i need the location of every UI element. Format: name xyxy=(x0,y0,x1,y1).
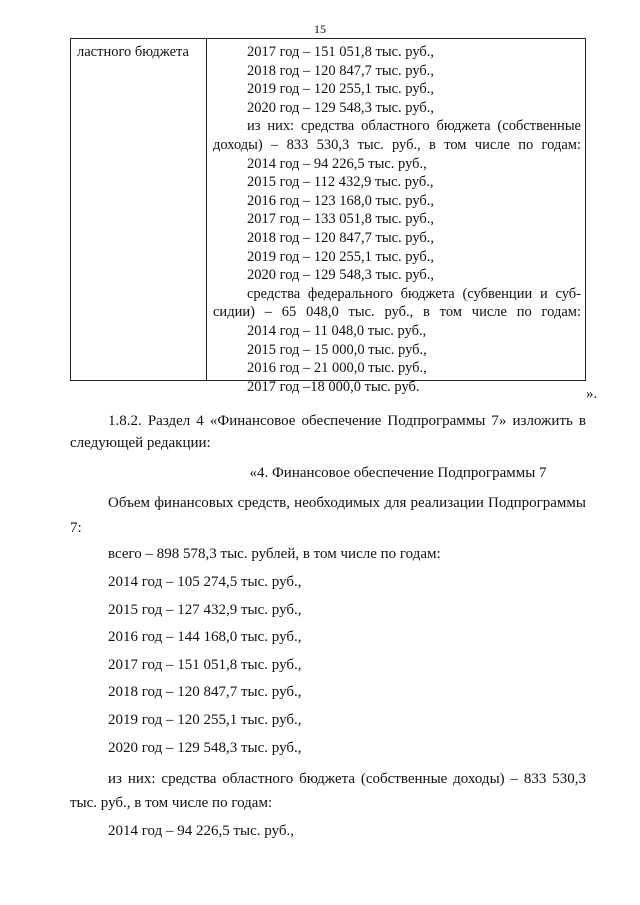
table-line: 2019 год – 120 255,1 тыс. руб., xyxy=(247,81,435,98)
table-right-cell xyxy=(213,43,581,396)
budget-table xyxy=(70,38,586,395)
table-line: 2014 год – 11 048,0 тыс. руб., xyxy=(247,322,427,339)
year-line: 2014 год – 105 274,5 тыс. руб., xyxy=(108,574,302,590)
table-line: 2020 год – 129 548,3 тыс. руб., xyxy=(247,99,435,116)
table-line: 2017 год –18 000,0 тыс. руб. xyxy=(247,378,420,395)
table-line: сидии) – 65 048,0 тыс. руб., в том числе по годам: xyxy=(213,304,581,321)
table-line: 2017 год – 151 051,8 тыс. руб., xyxy=(247,44,435,60)
year-line: 2016 год – 144 168,0 тыс. руб., xyxy=(108,629,302,645)
total-line: всего – 898 578,3 тыс. рублей, в том числе по годам: xyxy=(108,546,441,562)
table-line: 2015 год – 15 000,0 тыс. руб., xyxy=(247,341,427,358)
year-line: 2018 год – 120 847,7 тыс. руб., xyxy=(108,684,302,700)
table-left-cell: ластного бюджета xyxy=(77,44,189,60)
table-line: из них: средства областного бюджета (собственные xyxy=(247,118,581,135)
table-line: 2015 год – 112 432,9 тыс. руб., xyxy=(247,174,434,191)
regional-paragraph: из них: средства областного бюджета (собственные доходы) – 833 530,3 тыс. руб., в том числе по годам: xyxy=(70,771,586,811)
section-paragraph: 1.8.2. Раздел 4 «Финансовое обеспечение Подпрограммы 7» изложить в следующей редакции: xyxy=(70,413,586,451)
table-line: 2020 год – 129 548,3 тыс. руб., xyxy=(247,267,435,284)
table-line: 2017 год – 133 051,8 тыс. руб., xyxy=(247,211,435,228)
page-number: 15 xyxy=(314,22,326,36)
table-line: 2018 год – 120 847,7 тыс. руб., xyxy=(247,62,435,79)
table-line: доходы) – 833 530,3 тыс. руб., в том числе по годам: xyxy=(213,136,581,153)
regional-year-line: 2014 год – 94 226,5 тыс. руб., xyxy=(108,823,295,839)
closing-quote: ». xyxy=(586,386,598,402)
table-line: 2018 год – 120 847,7 тыс. руб., xyxy=(247,229,435,246)
table-column-divider xyxy=(206,39,207,380)
year-line: 2015 год – 127 432,9 тыс. руб., xyxy=(108,602,302,618)
year-line: 2017 год – 151 051,8 тыс. руб., xyxy=(108,657,302,673)
year-line: 2019 год – 120 255,1 тыс. руб., xyxy=(108,712,302,728)
table-line: 2014 год – 94 226,5 тыс. руб., xyxy=(247,155,427,172)
volume-paragraph: Объем финансовых средств, необходимых для реализации Подпрограммы 7: xyxy=(70,495,586,536)
table-line: 2019 год – 120 255,1 тыс. руб., xyxy=(247,248,435,265)
section-heading: «4. Финансовое обеспечение Подпрограммы 7 xyxy=(249,465,547,481)
table-line: 2016 год – 123 168,0 тыс. руб., xyxy=(247,192,435,209)
table-line: 2016 год – 21 000,0 тыс. руб., xyxy=(247,360,427,377)
year-line: 2020 год – 129 548,3 тыс. руб., xyxy=(108,740,302,756)
table-line: средства федерального бюджета (субвенции и суб- xyxy=(247,285,581,302)
